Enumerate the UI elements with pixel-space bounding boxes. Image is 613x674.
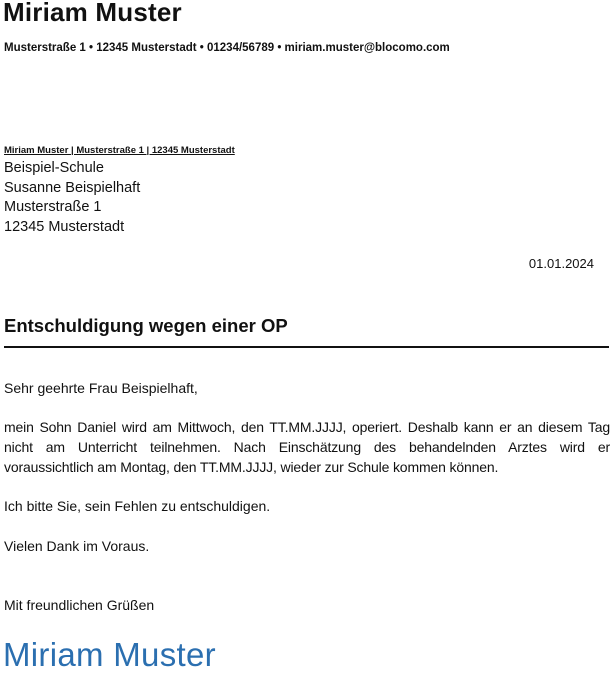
signature: Miriam Muster <box>3 636 216 673</box>
recipient-organization: Beispiel-Schule <box>4 160 104 176</box>
body-paragraph-thanks: Vielen Dank im Voraus. <box>4 538 150 554</box>
recipient-street: Musterstraße 1 <box>4 199 102 216</box>
subject-divider <box>4 346 609 348</box>
sender-contact-line: Musterstraße 1 • 12345 Musterstadt • 01234/56789 • miriam.muster@blocomo.com <box>4 42 450 54</box>
body-paragraph-main: mein Sohn Daniel wird am Mittwoch, den TT.MM.JJJJ, operiert. Deshalb kann er an diesem Tag nicht am Unterricht teilnehmen. Nach Einschätzung des behandelnden Arztes wird er voraussichtlich am Montag, den TT.MM.JJJJ, wieder zur Schule kommen können. <box>4 419 610 475</box>
recipient-city: 12345 Musterstadt <box>4 219 125 236</box>
return-address-line: Miriam Muster | Musterstraße 1 | 12345 Musterstadt <box>4 145 235 156</box>
letter-date: 01.01.2024 <box>528 256 594 271</box>
recipient-person: Susanne Beispielhaft <box>4 179 141 196</box>
recipient-address <box>4 159 140 238</box>
salutation: Sehr geehrte Frau Beispielhaft, <box>4 380 198 396</box>
letter-subject: Entschuldigung wegen einer OP <box>4 315 288 336</box>
closing-phrase: Mit freundlichen Grüßen <box>4 597 155 613</box>
body-paragraph-excuse: Ich bitte Sie, sein Fehlen zu entschuldigen. <box>4 498 271 514</box>
sender-name: Miriam Muster <box>3 0 182 27</box>
